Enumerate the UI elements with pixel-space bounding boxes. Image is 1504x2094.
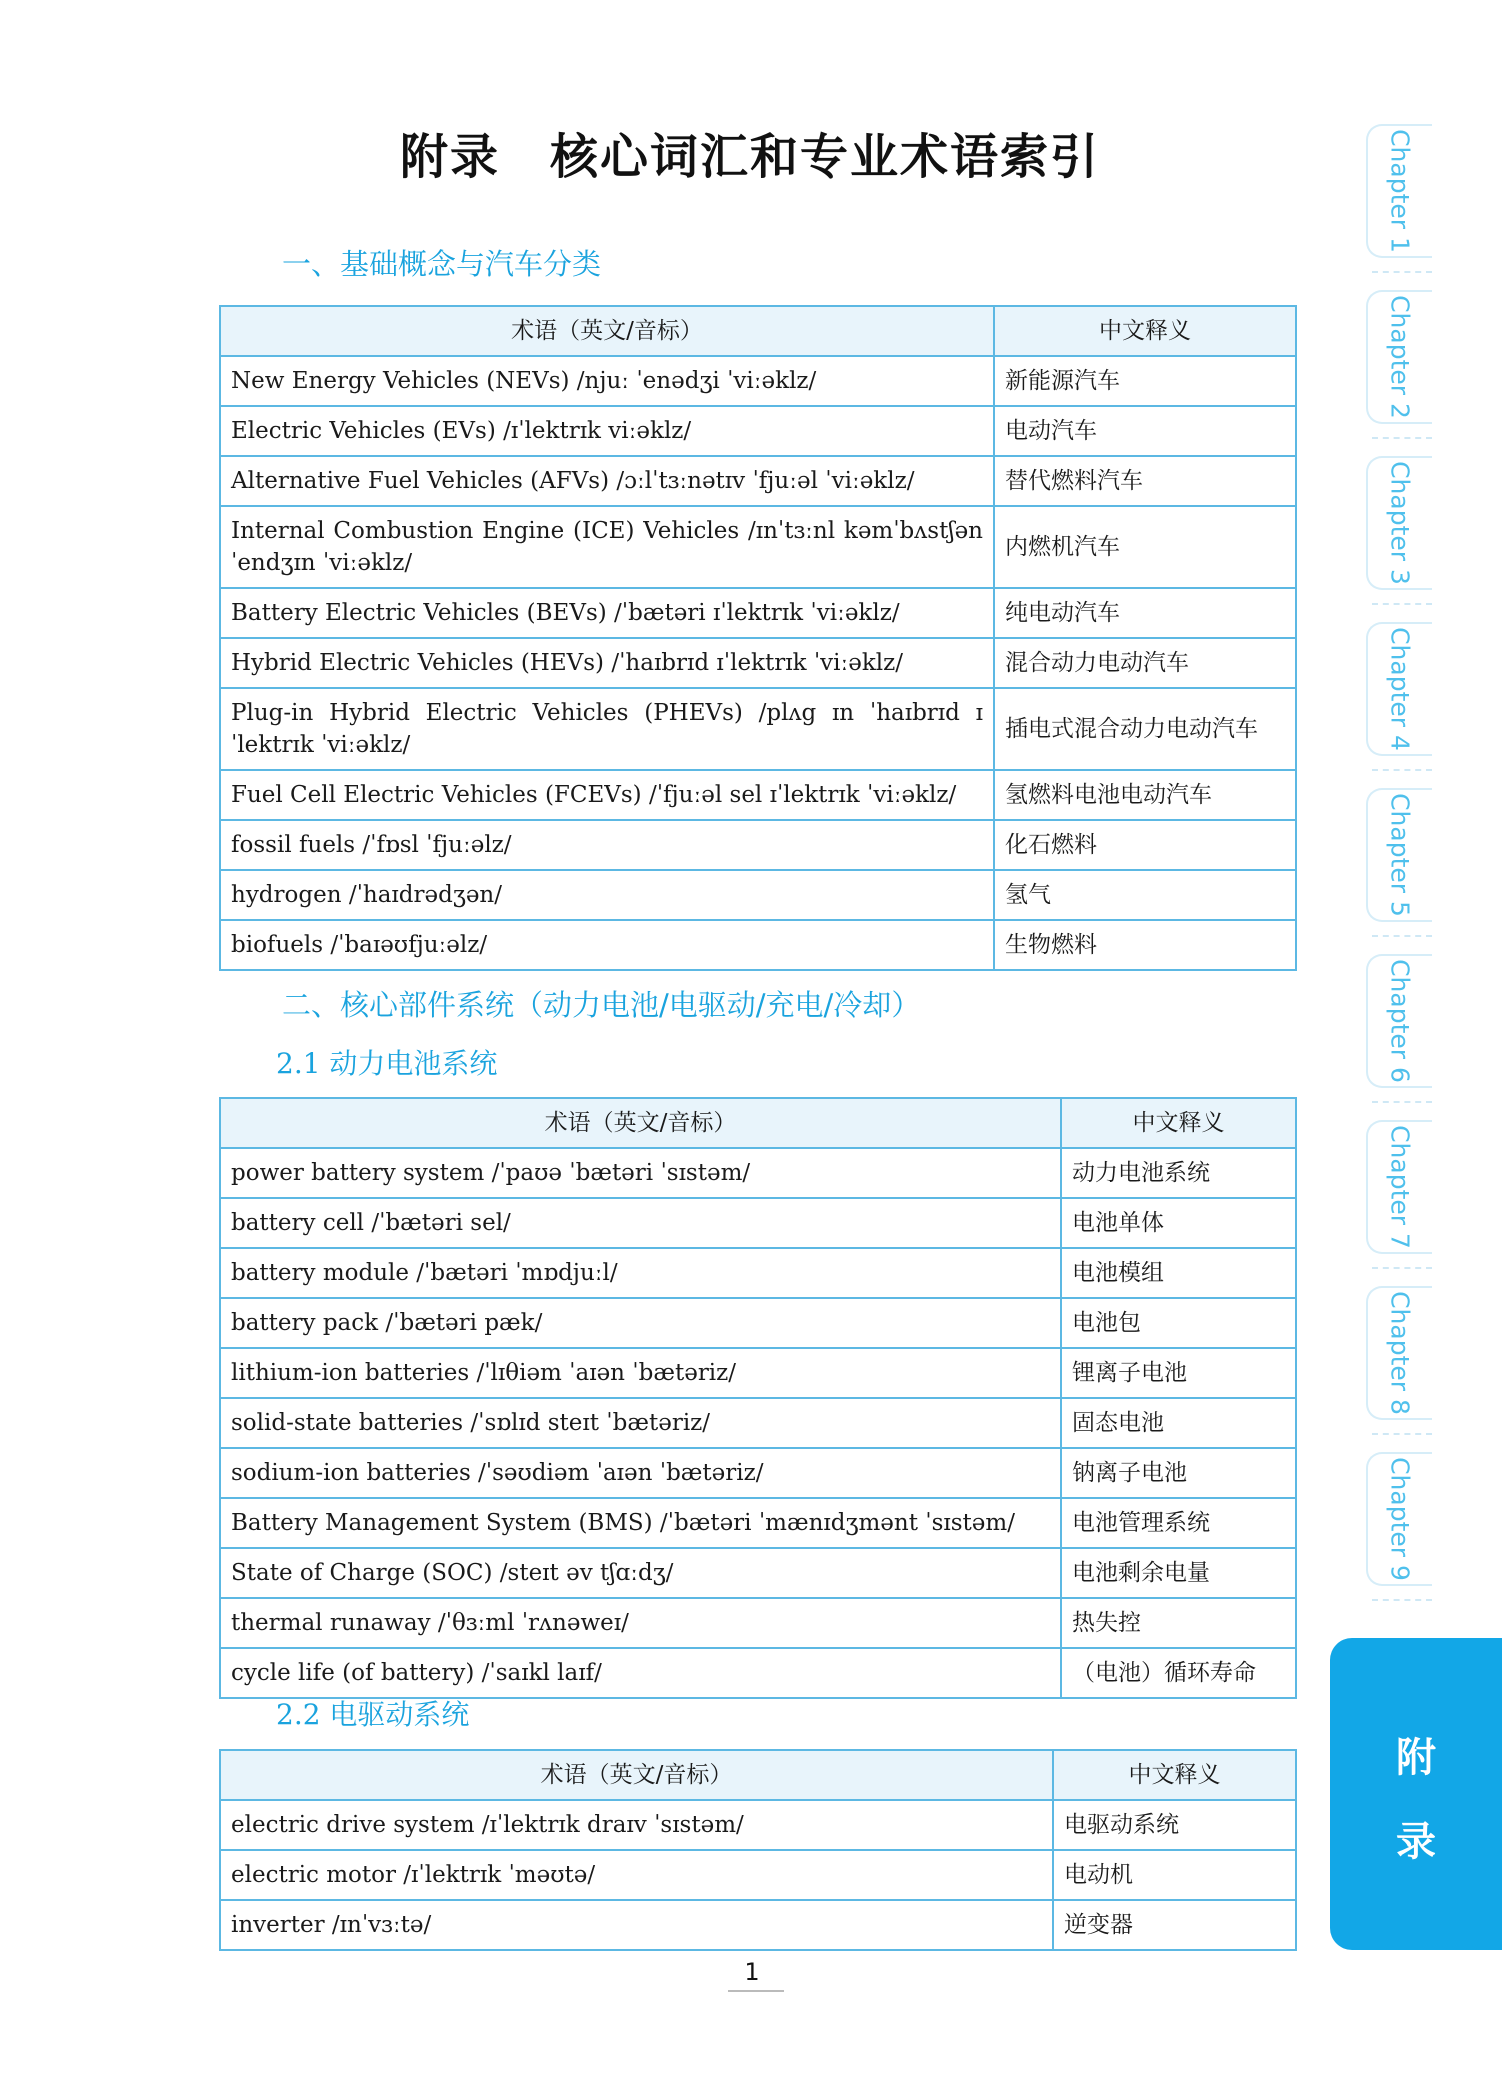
vocab-table-basic-concepts	[219, 305, 1297, 971]
table-row	[220, 406, 1296, 456]
sub-heading-electric-drive: 2.2 电驱动系统	[276, 1698, 470, 1731]
meaning-cell: 混合动力电动汽车	[994, 638, 1296, 688]
term-cell: thermal runaway /ˈθɜːml ˈrʌnəweɪ/	[220, 1598, 1061, 1648]
term-cell: Battery Management System (BMS) /ˈbætəri ˈmænɪdʒmənt ˈsɪstəm/	[220, 1498, 1061, 1548]
term-cell: power battery system /ˈpaʊə ˈbætəri ˈsɪstəm/	[220, 1148, 1061, 1198]
page-title: 附录 核心词汇和专业术语索引	[399, 129, 1100, 185]
tab-chapter-3[interactable]	[1366, 456, 1432, 590]
meaning-cell: 新能源汽车	[994, 356, 1296, 406]
tab-separator	[1372, 437, 1432, 439]
term-cell: hydrogen /ˈhaɪdrədʒən/	[220, 870, 994, 920]
tab-chapter-9[interactable]	[1366, 1452, 1432, 1586]
table-row	[220, 920, 1296, 970]
tab-chapter-7[interactable]	[1366, 1120, 1432, 1254]
term-cell: lithium-ion batteries /ˈlɪθiəm ˈaɪən ˈbætəriz/	[220, 1348, 1061, 1398]
table-row	[220, 1148, 1296, 1198]
term-cell: State of Charge (SOC) /steɪt əv tʃɑːdʒ/	[220, 1548, 1061, 1598]
table-row	[220, 870, 1296, 920]
page-number-rule	[728, 1990, 784, 1992]
table-row	[220, 1648, 1296, 1698]
table-header-row	[220, 1750, 1296, 1800]
table-row	[220, 688, 1296, 770]
term-cell: Hybrid Electric Vehicles (HEVs) /ˈhaɪbrɪd ɪˈlektrɪk ˈviːəklz/	[220, 638, 994, 688]
tab-chapter-5[interactable]	[1366, 788, 1432, 922]
table-row	[220, 638, 1296, 688]
tab-separator	[1372, 603, 1432, 605]
meaning-cell: 电池管理系统	[1061, 1498, 1296, 1548]
meaning-cell: 钠离子电池	[1061, 1448, 1296, 1498]
tab-chapter-label: Chapter 6	[1385, 959, 1415, 1083]
table-row	[220, 1598, 1296, 1648]
table-header-row	[220, 1098, 1296, 1148]
table-row	[220, 1900, 1296, 1950]
table-row	[220, 820, 1296, 870]
vocab-table-battery-system	[219, 1097, 1297, 1699]
term-cell: electric drive system /ɪˈlektrɪk draɪv ˈsɪstəm/	[220, 1800, 1053, 1850]
tab-separator	[1372, 1433, 1432, 1435]
term-cell: battery module /ˈbætəri ˈmɒdjuːl/	[220, 1248, 1061, 1298]
tab-separator	[1372, 271, 1432, 273]
table-row	[220, 1800, 1296, 1850]
term-cell: Fuel Cell Electric Vehicles (FCEVs) /ˈfjuːəl sel ɪˈlektrɪk ˈviːəklz/	[220, 770, 994, 820]
appendix-tab-char: 录	[1396, 1819, 1436, 1865]
appendix-tab-char: 附	[1396, 1735, 1436, 1781]
meaning-cell: 氢气	[994, 870, 1296, 920]
sub-heading-battery-system: 2.1 动力电池系统	[276, 1047, 498, 1080]
table-row	[220, 1850, 1296, 1900]
meaning-cell: 电驱动系统	[1053, 1800, 1296, 1850]
meaning-cell: 电池模组	[1061, 1248, 1296, 1298]
term-cell: New Energy Vehicles (NEVs) /njuː ˈenədʒi ˈviːəklz/	[220, 356, 994, 406]
table-row	[220, 1548, 1296, 1598]
table-row	[220, 1448, 1296, 1498]
meaning-cell: 内燃机汽车	[994, 506, 1296, 588]
meaning-cell: 电动机	[1053, 1850, 1296, 1900]
table-row	[220, 1198, 1296, 1248]
meaning-cell: 锂离子电池	[1061, 1348, 1296, 1398]
table-header-row	[220, 306, 1296, 356]
term-cell: sodium-ion batteries /ˈsəʊdiəm ˈaɪən ˈbætəriz/	[220, 1448, 1061, 1498]
meaning-cell: 固态电池	[1061, 1398, 1296, 1448]
table-row	[220, 770, 1296, 820]
meaning-cell: 生物燃料	[994, 920, 1296, 970]
tab-chapter-6[interactable]	[1366, 954, 1432, 1088]
meaning-cell: 纯电动汽车	[994, 588, 1296, 638]
header-term: 术语（英文/音标）	[220, 1750, 1053, 1800]
term-cell: fossil fuels /ˈfɒsl ˈfjuːəlz/	[220, 820, 994, 870]
meaning-cell: 热失控	[1061, 1598, 1296, 1648]
meaning-cell: 替代燃料汽车	[994, 456, 1296, 506]
tab-separator	[1372, 935, 1432, 937]
table-row	[220, 456, 1296, 506]
header-meaning: 中文释义	[1053, 1750, 1296, 1800]
tab-separator	[1372, 1599, 1432, 1601]
tab-chapter-label: Chapter 4	[1385, 627, 1415, 751]
tab-chapter-label: Chapter 8	[1385, 1291, 1415, 1415]
meaning-cell: 动力电池系统	[1061, 1148, 1296, 1198]
tab-chapter-8[interactable]	[1366, 1286, 1432, 1420]
term-cell: Electric Vehicles (EVs) /ɪˈlektrɪk viːəklz/	[220, 406, 994, 456]
term-cell: cycle life (of battery) /ˈsaɪkl laɪf/	[220, 1648, 1061, 1698]
vocab-table-electric-drive	[219, 1749, 1297, 1951]
header-meaning: 中文释义	[1061, 1098, 1296, 1148]
meaning-cell: 插电式混合动力电动汽车	[994, 688, 1296, 770]
table-row	[220, 588, 1296, 638]
tab-separator	[1372, 1101, 1432, 1103]
header-term: 术语（英文/音标）	[220, 306, 994, 356]
term-cell: Battery Electric Vehicles (BEVs) /ˈbætəri ɪˈlektrɪk ˈviːəklz/	[220, 588, 994, 638]
meaning-cell: 电池单体	[1061, 1198, 1296, 1248]
tab-chapter-label: Chapter 1	[1385, 129, 1415, 253]
section-heading-basic-concepts: 一、基础概念与汽车分类	[282, 247, 602, 281]
tab-chapter-label: Chapter 2	[1385, 295, 1415, 419]
term-cell: biofuels /ˈbaɪəʊfjuːəlz/	[220, 920, 994, 970]
term-cell: Internal Combustion Engine (ICE) Vehicles /ɪnˈtɜːnl kəmˈbʌstʃən ˈendʒɪn ˈviːəklz/	[220, 506, 994, 588]
table-row	[220, 1298, 1296, 1348]
meaning-cell: 逆变器	[1053, 1900, 1296, 1950]
meaning-cell: 电动汽车	[994, 406, 1296, 456]
table-row	[220, 1398, 1296, 1448]
meaning-cell: （电池）循环寿命	[1061, 1648, 1296, 1698]
term-cell: battery cell /ˈbætəri sel/	[220, 1198, 1061, 1248]
tab-separator	[1372, 1267, 1432, 1269]
header-meaning: 中文释义	[994, 306, 1296, 356]
table-row	[220, 1348, 1296, 1398]
section-heading-core-components: 二、核心部件系统（动力电池/电驱动/充电/冷却）	[282, 988, 921, 1022]
table-row	[220, 1248, 1296, 1298]
term-cell: inverter /ɪnˈvɜːtə/	[220, 1900, 1053, 1950]
tab-separator	[1372, 769, 1432, 771]
table-row	[220, 356, 1296, 406]
meaning-cell: 电池包	[1061, 1298, 1296, 1348]
tab-chapter-1[interactable]	[1366, 124, 1432, 258]
tab-chapter-label: Chapter 5	[1385, 793, 1415, 917]
meaning-cell: 化石燃料	[994, 820, 1296, 870]
tab-chapter-2[interactable]	[1366, 290, 1432, 424]
term-cell: electric motor /ɪˈlektrɪk ˈməʊtə/	[220, 1850, 1053, 1900]
table-row	[220, 1498, 1296, 1548]
term-cell: Alternative Fuel Vehicles (AFVs) /ɔːlˈtɜːnətɪv ˈfjuːəl ˈviːəklz/	[220, 456, 994, 506]
term-cell: Plug-in Hybrid Electric Vehicles (PHEVs) /plʌg ɪn ˈhaɪbrɪd ɪˈlektrɪk ˈviːəklz/	[220, 688, 994, 770]
table-row	[220, 506, 1296, 588]
term-cell: solid-state batteries /ˈsɒlɪd steɪt ˈbætəriz/	[220, 1398, 1061, 1448]
tab-appendix[interactable]	[1330, 1638, 1502, 1950]
meaning-cell: 氢燃料电池电动汽车	[994, 770, 1296, 820]
meaning-cell: 电池剩余电量	[1061, 1548, 1296, 1598]
tab-chapter-4[interactable]	[1366, 622, 1432, 756]
header-term: 术语（英文/音标）	[220, 1098, 1061, 1148]
tab-chapter-label: Chapter 7	[1385, 1125, 1415, 1249]
tab-chapter-label: Chapter 9	[1385, 1457, 1415, 1581]
term-cell: battery pack /ˈbætəri pæk/	[220, 1298, 1061, 1348]
tab-chapter-label: Chapter 3	[1385, 461, 1415, 585]
page-number: 1	[744, 1958, 760, 1986]
